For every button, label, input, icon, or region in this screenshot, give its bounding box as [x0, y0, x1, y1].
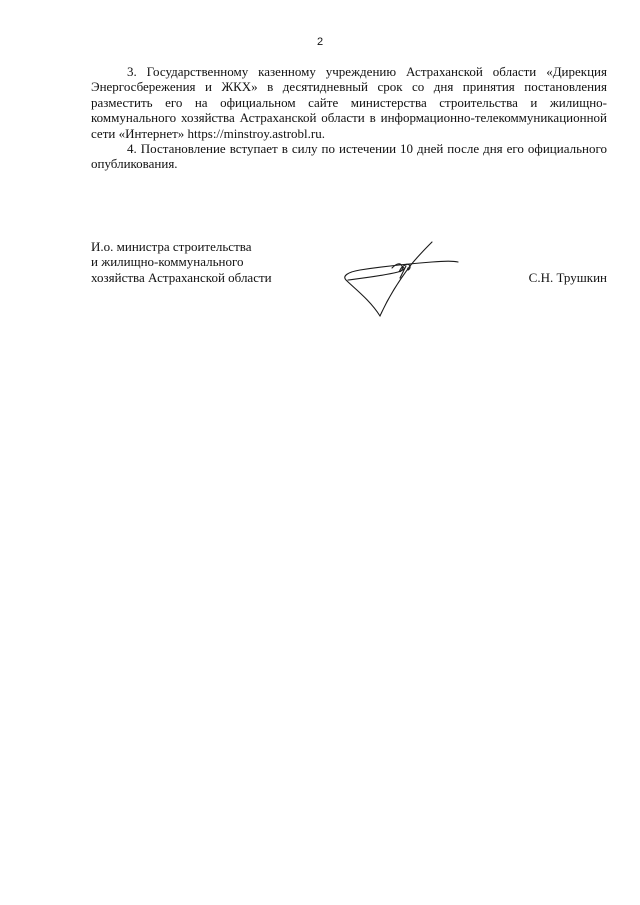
document-body: [91, 64, 607, 172]
signer-title-line: и жилищно-коммунального: [91, 254, 244, 270]
handwritten-signature: [340, 240, 462, 318]
page-number: 2: [316, 36, 324, 48]
signer-title-line: хозяйства Астраханской области: [91, 269, 272, 285]
signer-name: С.Н. Трушкин: [528, 269, 607, 285]
paragraph-4: 4. Постановление вступает в силу по истечении 10 дней после дня его официального опубликования.: [91, 141, 607, 172]
signer-title-line: И.о. министра строительства: [91, 239, 252, 254]
paragraph-3: 3. Государственному казенному учреждению Астраханской области «Дирекция Энергосбережения и ЖКХ» в десятидневный срок со дня принятия постановления разместить его на официальном сайте министерства строительства и жилищно-коммунального хозяйства Астраханской области в информационно-телекоммуникационной сети «Интернет» https://minstroy.astrobl.ru.: [91, 64, 607, 141]
signer-title: [91, 239, 272, 285]
